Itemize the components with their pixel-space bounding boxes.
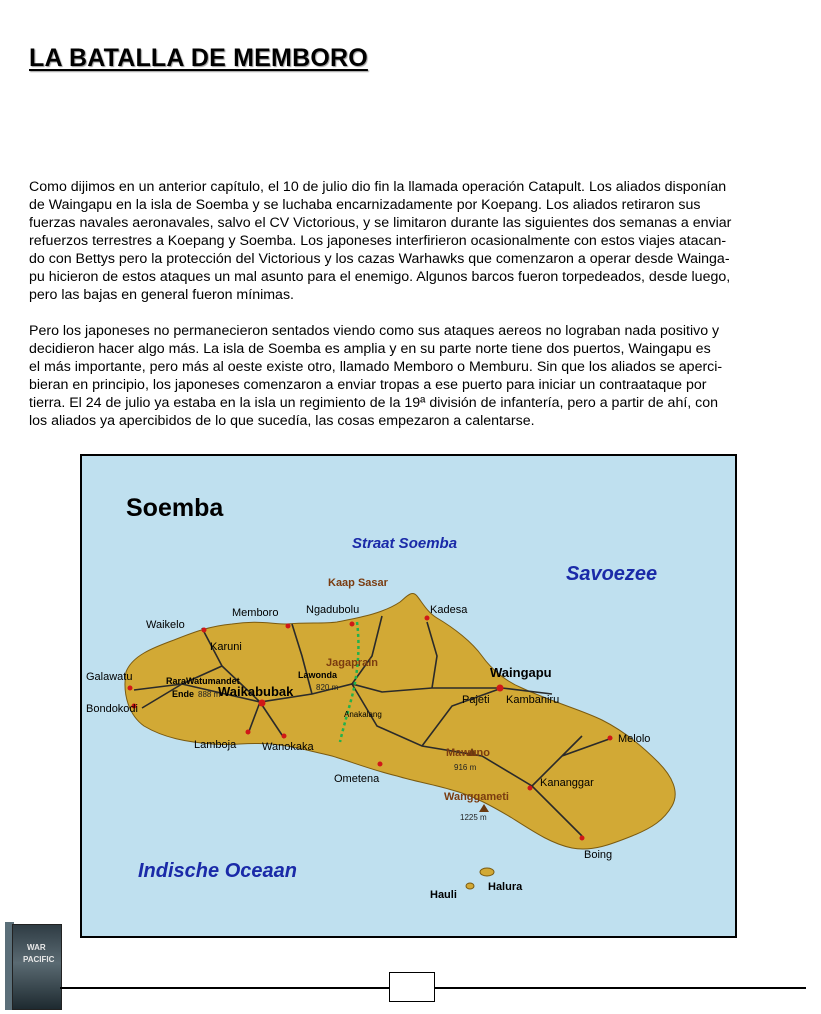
peak-elev: 916 m <box>454 763 477 772</box>
peak-elev: 820 m <box>316 683 339 692</box>
place-label: Waikelo <box>146 619 185 631</box>
paragraph-2 <box>29 322 804 430</box>
text-line: tierra. El 24 de julio ya estaba en la isla un regimiento de la 19ª división de infantería, pero a partir de ahí, con <box>29 395 719 411</box>
sea-label-east: Savoezee <box>566 563 658 585</box>
place-label: Memboro <box>232 607 279 619</box>
peak-elev: 1225 m <box>460 813 487 822</box>
text-line: refuerzos terrestres a Koepang y Soemba. Los japoneses interfirieron ocasionalmente con estos viajes atacan- <box>29 233 727 249</box>
text-line: pu hicieron de estos ataques un mal asunto para el enemigo. Algunos barcos fueron torpedeados, desde luego, <box>29 269 731 285</box>
sea-label-north: Straat Soemba <box>352 535 458 552</box>
map-title: Soemba <box>126 494 224 522</box>
place-label: Melolo <box>618 733 651 745</box>
place-label-capital: Waikabubak <box>218 684 294 699</box>
place-label: Kananggar <box>540 777 594 789</box>
ocean-label: Indische Oceaan <box>138 860 297 882</box>
islet <box>480 868 494 876</box>
place-label: Kadesa <box>430 604 468 616</box>
page-title: LA BATALLA DE MEMBORO <box>29 44 368 72</box>
place-label: RaraWatumandet <box>166 676 240 686</box>
dvd-cover-image <box>5 922 60 1010</box>
text-line: de Waingapu en la isla de Soemba y se luchaba encarnizadamente por Koepang. Los aliados retiraron sus <box>29 197 701 213</box>
place-label: Ende <box>172 689 195 699</box>
place-label: Galawatu <box>86 671 133 683</box>
text-line: Como dijimos en un anterior capítulo, el 10 de julio dio fin la llamada operación Catapult. Los aliados disponían <box>29 179 727 195</box>
place-label: Ngadubolu <box>306 604 360 616</box>
place-label: Lamboja <box>194 739 237 751</box>
place-label: Wanokaka <box>262 741 314 753</box>
soemba-map <box>80 454 737 938</box>
place-label: Anakalang <box>344 710 382 719</box>
peak-label: Wanggameti <box>444 791 509 803</box>
place-label: Karuni <box>210 641 242 653</box>
text-line: do con Bettys pero la protección del Victorious y los cazas Warhawks que comenzaron a operar desde Wainga- <box>29 251 730 267</box>
text-line: decidieron hacer algo más. La isla de Soemba es amplia y en su parte norte tiene dos puertos, Waingapu es <box>29 341 711 357</box>
dvd-front <box>12 924 62 1010</box>
place-label: Hauli <box>430 889 457 901</box>
page-number-box <box>389 972 435 1002</box>
dvd-cover-title-2: PACIFIC <box>23 955 55 964</box>
place-label-port: Waingapu <box>490 665 552 680</box>
peak-elev: 888 m <box>198 690 221 699</box>
paragraph-1 <box>29 178 804 304</box>
place-label: Jagaprain <box>326 657 378 669</box>
islet <box>466 883 474 889</box>
place-label: Kambaniru <box>506 694 560 706</box>
place-label: Lawonda <box>298 670 338 680</box>
text-line: bieran en principio, los japoneses comenzaron a enviar tropas a ese puerto para iniciar un contraataque por <box>29 377 707 393</box>
text-line: fuerzas navales aeronavales, salvo el CV Victorious, y se limitaron durante las siguientes dos semanas a enviar <box>29 215 732 231</box>
text-line: el más importante, pero más al oeste existe otro, llamado Memboro o Memburu. Sin que los aliados se aperci- <box>29 359 723 375</box>
text-line: pero las bajas en general fueron mínimas. <box>29 287 294 303</box>
place-label: Bondokodi <box>86 703 138 715</box>
cape-label: Kaap Sasar <box>328 577 388 589</box>
dvd-cover-title-1: WAR <box>27 943 46 952</box>
place-label: Pajeti <box>462 694 490 706</box>
text-line: los aliados ya apercibidos de lo que sucedía, las cosas empezaron a calentarse. <box>29 413 535 429</box>
place-label: Ometena <box>334 773 380 785</box>
place-label: Boing <box>584 849 613 861</box>
peak-label: Mawuno <box>446 747 490 759</box>
text-line: Pero los japoneses no permanecieron sentados viendo como sus ataques aereos no lograban nada positivo y <box>29 323 720 339</box>
place-label: Halura <box>488 881 523 893</box>
